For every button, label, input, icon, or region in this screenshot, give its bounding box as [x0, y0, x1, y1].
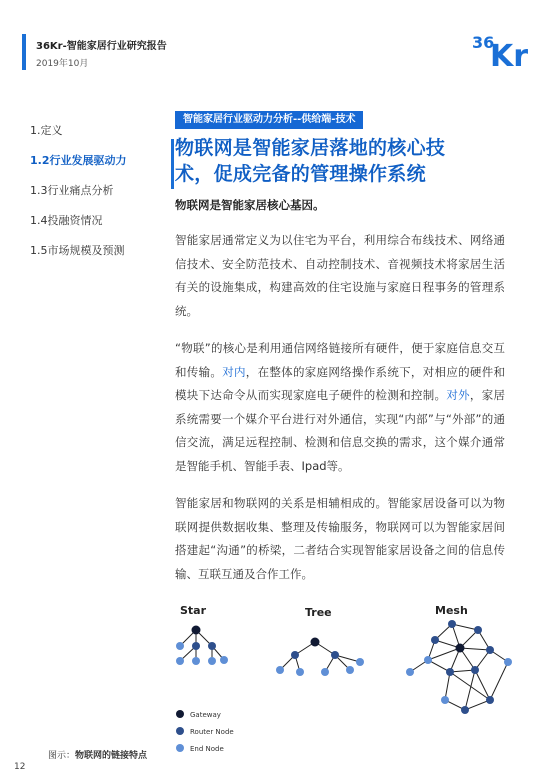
legend-gateway-label: Gateway — [190, 711, 221, 719]
section-tag: 智能家居行业驱动力分析--供给端-技术 — [175, 111, 363, 129]
figure-label-mesh: Mesh — [435, 604, 468, 617]
section-nav — [30, 124, 160, 274]
svg-text:36: 36 — [472, 33, 495, 52]
headline-line-1: 物联网是智能家居落地的核心技 — [175, 137, 446, 159]
report-date: 2019年10月 — [36, 59, 89, 69]
caption-prefix: 图示： — [48, 751, 76, 761]
tree-nodes — [276, 638, 364, 677]
report-title: 36Kr-智能家居行业研究报告 — [36, 41, 167, 52]
para2-highlight-internal: 对内 — [222, 364, 246, 379]
mesh-nodes — [406, 620, 512, 714]
figure-label-tree: Tree — [305, 606, 332, 619]
legend-router-icon — [176, 727, 184, 735]
header-accent-bar — [22, 34, 26, 70]
para2-text-a: “物联”的核心是利用通信网络链接所有硬件，便于家庭信息交互和传输。 — [175, 341, 505, 379]
legend-end-icon — [176, 744, 184, 752]
paragraph-definition: 智能家居通常定义为以住宅为平台，利用综合布线技术、网络通信技术、安全防范技术、自动控制技术、音视频技术将家居生活有关的设施集成，构建高效的住宅设施与家庭日程事务的管理系统。 — [175, 233, 505, 318]
nav-item-drivers[interactable]: 1.2行业发展驱动力 — [30, 154, 127, 167]
svg-text:Kr: Kr — [490, 39, 529, 70]
star-nodes — [176, 626, 228, 666]
para2-highlight-external: 对外 — [446, 388, 470, 402]
main-content — [175, 107, 505, 586]
nav-item-definition[interactable]: 1.定义 — [30, 124, 63, 137]
nav-item-market-size[interactable]: 1.5市场规模及预测 — [30, 244, 125, 257]
legend-end-label: End Node — [190, 745, 224, 753]
legend-router-label: Router Node — [190, 728, 234, 736]
legend-gateway-icon — [176, 710, 184, 718]
nav-item-investment[interactable]: 1.4投融资情况 — [30, 214, 103, 227]
paragraph-iot-core — [175, 337, 505, 478]
star-topology — [180, 630, 224, 661]
figure-label-star: Star — [180, 604, 207, 617]
figure-caption — [48, 748, 147, 761]
subheading: 物联网是智能家居核心基因。 — [175, 198, 325, 212]
para2-text-c: ，家居系统需要一个媒介平台进行对外通信，实现“内部”与“外部”的通信交流，满足远程控制、检测和信息交换的需求，这个媒介通常是智能手机、智能手表、Ipad等。 — [175, 388, 505, 473]
headline-block — [175, 135, 505, 187]
paragraph-relationship: 智能家居和物联网的关系是相辅相成的。智能家居设备可以为物联网提供数据收集、整理及传输服务，物联网可以为智能家居间搭建起“沟通”的桥梁，二者结合实现智能家居设备之间的信息传输、互联互通及合作工作。 — [175, 496, 505, 581]
36kr-logo-icon — [470, 28, 530, 70]
mesh-topology — [410, 624, 508, 710]
figure-legend — [176, 710, 234, 753]
page-number: 12 — [14, 762, 26, 772]
headline-accent-bar — [171, 139, 174, 189]
iot-topology-figure — [160, 600, 525, 760]
headline-line-2: 术，促成完备的管理操作系统 — [175, 163, 426, 185]
para2-text-b: ，在整体的家庭网络操作系统下，对相应的硬件和模块下达命令从而实现家庭电子硬件的检测和控制。 — [175, 364, 506, 402]
nav-item-pain-points[interactable]: 1.3行业痛点分析 — [30, 184, 114, 197]
caption-text: 物联网的链接特点 — [75, 751, 148, 761]
